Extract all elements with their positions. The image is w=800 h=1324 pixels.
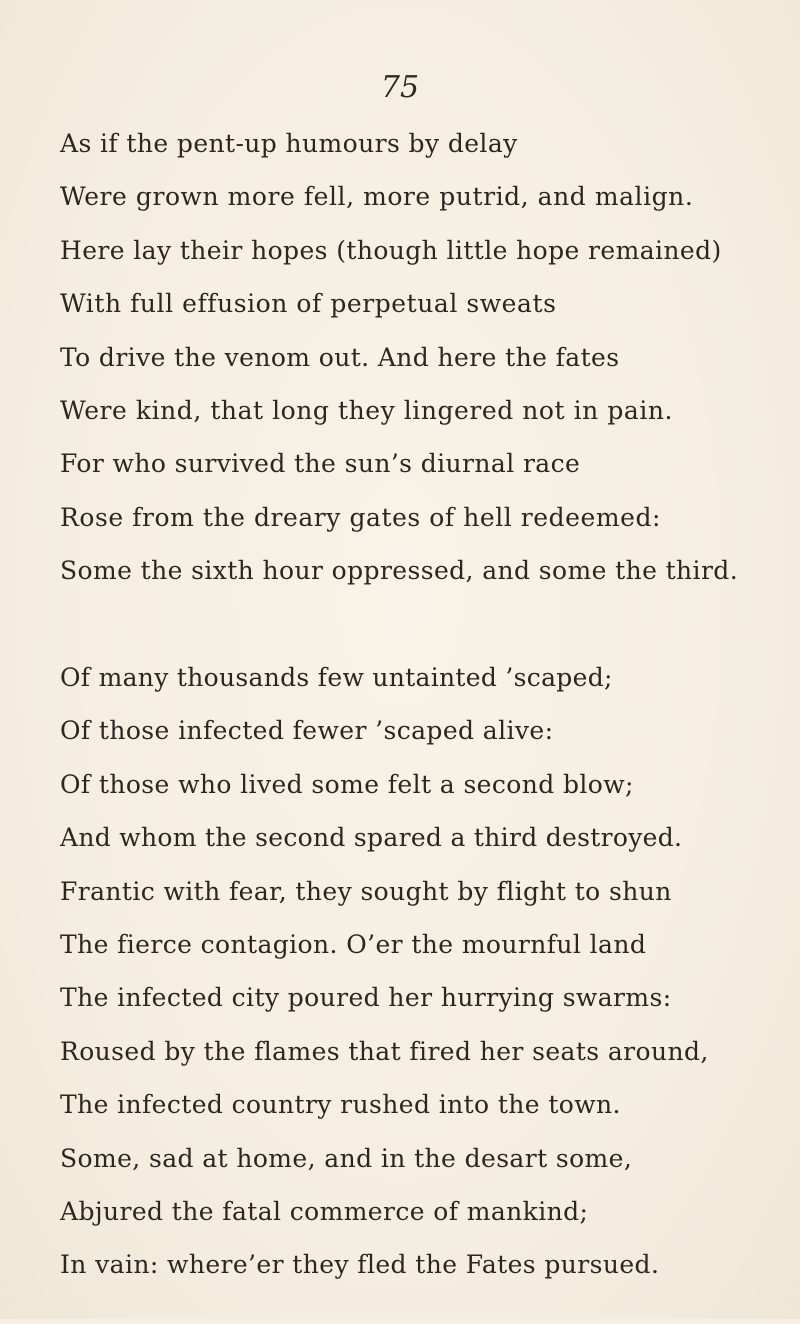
poem-line: In vain: where’er they fled the Fates pursued. [60,1250,660,1280]
poem-line: Of those infected fewer ’scaped alive: [60,716,554,746]
poem-line: And whom the second spared a third destroyed. [60,823,683,853]
stanza-2 [60,663,709,1324]
poem-line: Some, sad at home, and in the desart some, [60,1143,633,1173]
poem-line: Were kind, that long they lingered not in pain. [60,395,674,425]
poem-line: Abjured the fatal commerce of mankind; [60,1196,589,1226]
page-number: 75 [380,70,420,105]
stanza-1 [60,129,739,630]
poem-line: With full effusion of perpetual sweats [60,289,557,319]
poem-line: Of many thousands few untainted ’scaped; [60,663,613,692]
poem-line: The infected city poured her hurrying swarms: [60,983,672,1013]
poem-line: Here lay their hopes (though little hope remained) [60,235,722,265]
poem-line: Were grown more fell, more putrid, and malign. [60,182,694,212]
poem-line: Roused by the flames that fired her seats around, [60,1036,709,1066]
poem-line: The fierce contagion. O’er the mournful land [60,929,647,959]
poem-line: Of those who lived some felt a second blow; [60,769,634,799]
poem-line: Some the sixth hour oppressed, and some the third. [60,556,739,586]
poem-line: To drive the venom out. And here the fates [60,342,620,372]
poem-line: The infected country rushed into the town. [60,1090,621,1120]
poem-line: Frantic with fear, they sought by flight to shun [60,876,672,906]
poem-line: As if the pent-up humours by delay [60,129,518,158]
poem-line: Rose from the dreary gates of hell redeemed: [60,502,661,532]
poem-line: For who survived the sun’s diurnal race [60,449,581,479]
